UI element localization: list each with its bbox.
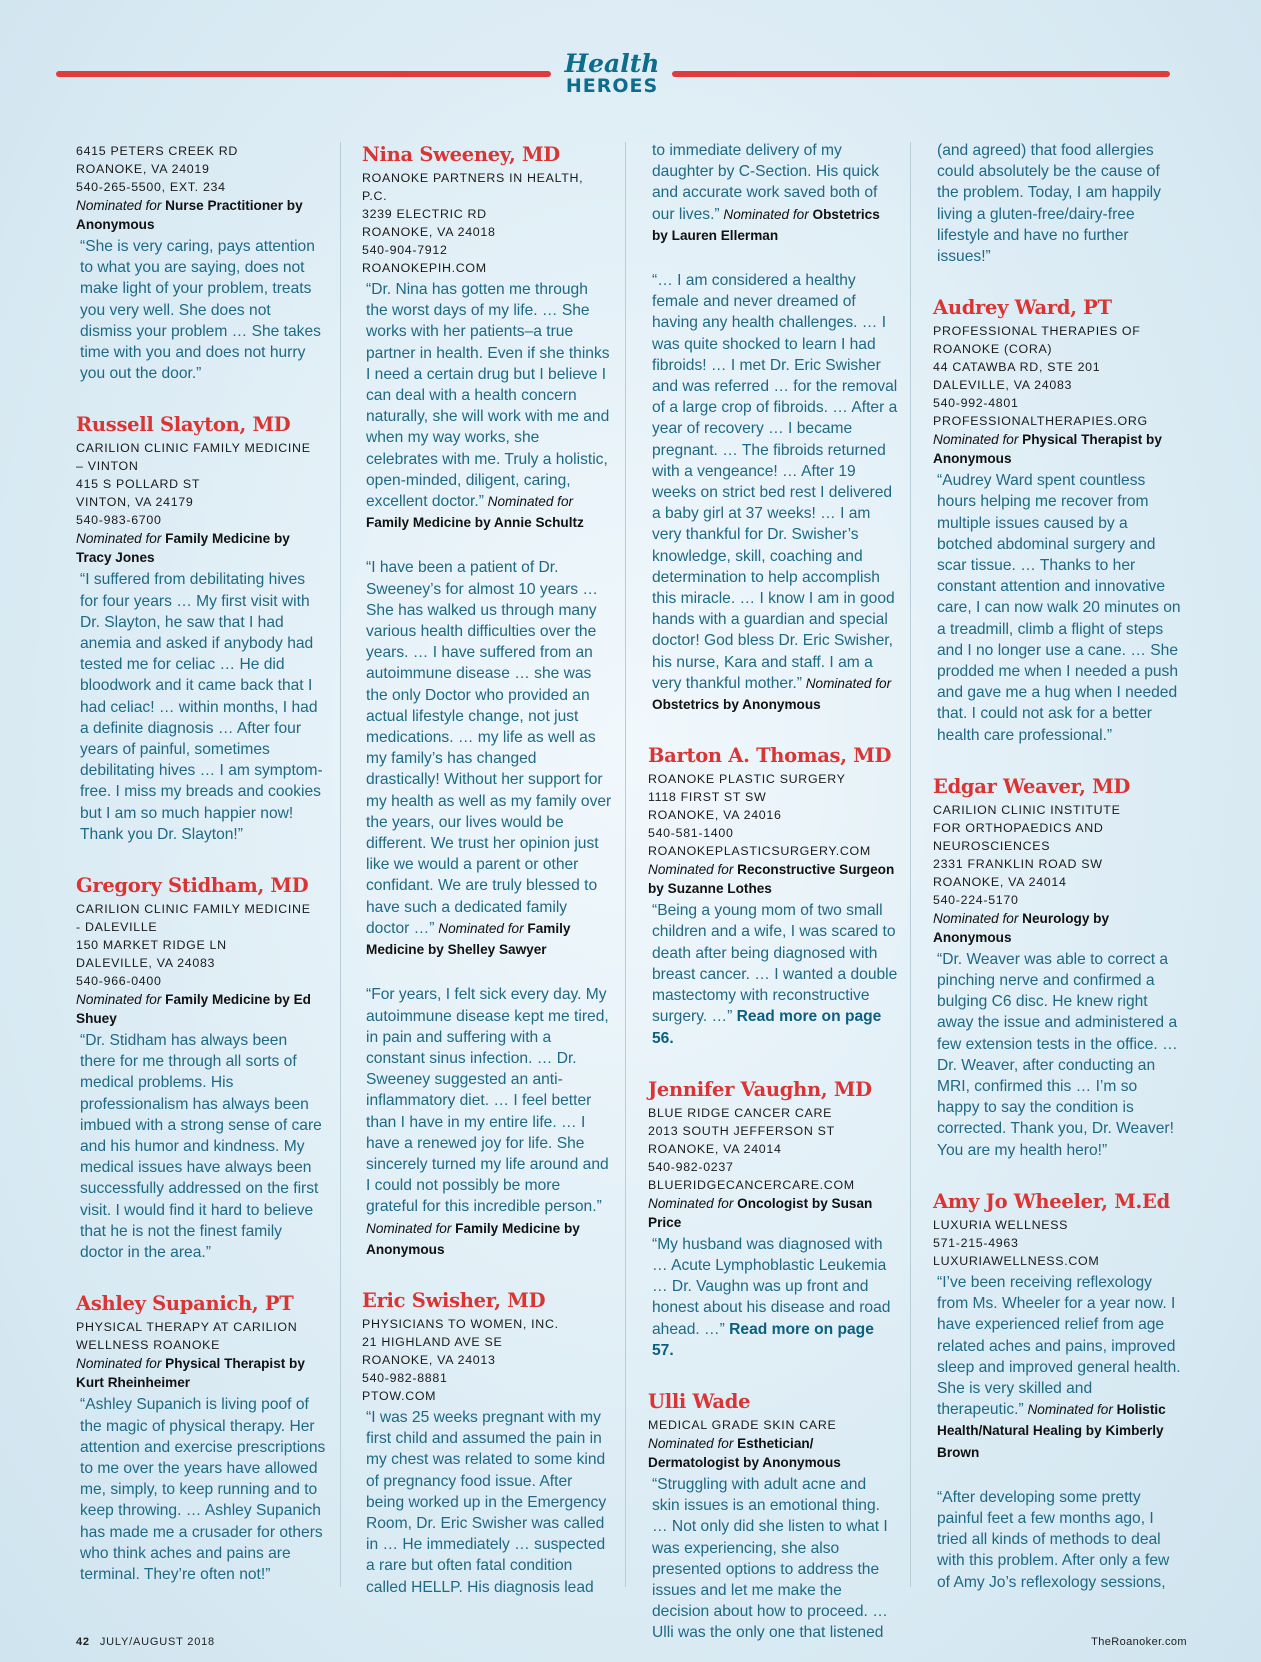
doctor-name: Russell Slayton, MD — [76, 413, 291, 437]
doctor-name: Edgar Weaver, MD — [933, 774, 1131, 798]
issue-date: JULY/AUGUST 2018 — [99, 1636, 215, 1648]
nomination — [648, 860, 898, 898]
nomination — [933, 430, 1183, 468]
address-block — [933, 1216, 1183, 1270]
entry-continued — [76, 142, 326, 384]
address-block — [933, 322, 1183, 430]
health-heroes-logo — [555, 49, 669, 97]
testimonial-quote — [366, 557, 612, 960]
info-line: 3239 ELECTRIC RD — [362, 207, 487, 221]
nomination-category: Reconstructive Surgeon by Suzanne Lothes — [648, 862, 895, 897]
phone-number: 540-904-7912 — [362, 243, 448, 257]
spacer — [933, 1463, 1183, 1485]
entry-eric-swisher-continued — [648, 140, 898, 715]
nomination-category: Neurology by Anonymous — [933, 910, 1110, 945]
testimonial-quote: “After developing some pretty painful feet a few months ago, I tried all kinds of methods to deal with this problem. After only a few of Amy Jo’s reflexology sessions, — [937, 1488, 1170, 1591]
address-block — [648, 1416, 898, 1434]
doctor-name: Eric Swisher, MD — [362, 1288, 546, 1312]
nomination-prefix: Nominated for — [76, 1356, 166, 1372]
doctor-name: Audrey Ward, PT — [933, 296, 1112, 320]
info-line: CARILION CLINIC FAMILY MEDICINE — [76, 902, 311, 917]
entry-edgar-weaver — [933, 774, 1183, 1161]
entry-barton-thomas — [648, 743, 898, 1048]
address-block — [648, 1104, 898, 1194]
nomination-prefix: Nominated for — [366, 1220, 456, 1236]
nomination-prefix: Nominated for — [801, 675, 892, 691]
entry-amy-jo-wheeler — [933, 1189, 1183, 1593]
info-line: - DALEVILLE — [76, 920, 158, 935]
quote-text: “I’ve been receiving reflexology from Ms. Wheeler for a year now. I have experienced relief from age related aches and pains, improved sleep and improved general health. She is very skilled and therapeutic.” — [937, 1273, 1181, 1419]
nomination-prefix: Nominated for — [76, 198, 166, 213]
doctor-name: Barton A. Thomas, MD — [648, 744, 892, 768]
nomination — [76, 990, 326, 1028]
testimonial-quote — [652, 900, 898, 1048]
testimonial-quote: “Dr. Stidham has always been there for me through all sorts of medical problems. His professionalism has always been imbued with a strong sense of care and his humor and kindness. My medical issues have always been successfully addressed on the first visit. I would find it hard to believe that he is not the finest family doctor in the area.” — [80, 1032, 322, 1262]
nomination-prefix: Nominated for — [648, 862, 738, 878]
info-line: ROANOKE, VA 24016 — [648, 808, 782, 823]
testimonial-quote: (and agreed) that food allergies could absolutely be the cause of the problem. Today, I am happily living a gluten-free/dairy-free lifestyle and have no further issues!” — [937, 142, 1161, 266]
info-line: ROANOKE, VA 24019 — [76, 162, 210, 176]
quote-text: “My husband was diagnosed with … Acute Lymphoblastic Leukemia … Dr. Vaughn was up front and honest about his disease and road ahead. …” — [652, 1235, 891, 1338]
site-url: TheRoanoker.com — [1091, 1636, 1187, 1648]
nomination-prefix: Nominated for — [76, 531, 166, 547]
testimonial-quote: “I was 25 weeks pregnant with my first child and assumed the pain in my chest was related to some kind of pregnancy food issue. After being worked up in the Emergency Room, Dr. Eric Swisher was called in … He immediately … suspected a rare but often fatal condition called HELLP. His diagnosis lead — [366, 1408, 607, 1596]
nomination-prefix: Nominated for — [719, 206, 813, 222]
doctor-name: Gregory Stidham, MD — [76, 874, 309, 898]
testimonial-quote: “I suffered from debilitating hives for four years … My first visit with Dr. Slayton, he saw that I had anemia and asked if anybody had tested me for celiac … He did bloodwork and it came back that I had celiac! … within months, I had a definite diagnosis … After four years of painful, sometimes debilitating hives … I am symptom-free. I miss my breads and cookies but I am so much happier now! Thank you Dr. Slayton!” — [80, 571, 323, 843]
info-line: ROANOKE, VA 24014 — [648, 1141, 782, 1156]
info-line: MEDICAL GRADE SKIN CARE — [648, 1417, 837, 1432]
phone-number: 540-982-8881 — [362, 1370, 448, 1385]
info-line: ROANOKE, VA 24013 — [362, 1352, 496, 1367]
nomination-category: Oncologist by Susan Price — [648, 1195, 873, 1230]
entry-eric-swisher — [362, 1288, 612, 1598]
column-divider — [340, 142, 341, 1587]
testimonial-quote: “She is very caring, pays attention to what you are saying, does not make light of your problem, treats you very well. She does not dismiss your problem … She takes time with you and does not hurry you out the door.” — [80, 238, 321, 383]
nomination — [648, 1434, 898, 1472]
info-line: VINTON, VA 24179 — [76, 495, 194, 510]
quote-text: to immediate delivery of my daughter by C-Section. His quick and accurate work saved both of our lives.” — [652, 142, 880, 223]
info-line: ROANOKE PLASTIC SURGERY — [648, 772, 846, 787]
info-line: ROANOKE, VA 24014 — [933, 874, 1067, 889]
entry-russell-slayton — [76, 412, 326, 845]
address-block — [933, 801, 1183, 909]
address-block — [76, 1318, 326, 1354]
info-line: 2331 FRANKLIN ROAD SW — [933, 856, 1103, 871]
website: LUXURIAWELLNESS.COM — [933, 1253, 1100, 1268]
column-1 — [76, 142, 326, 1587]
read-more-link[interactable]: Read more on page 57. — [652, 1320, 874, 1359]
phone-number: 540-982-0237 — [648, 1159, 734, 1174]
info-line: NEUROSCIENCES — [933, 838, 1051, 853]
info-line: 21 HIGHLAND AVE SE — [362, 1334, 503, 1349]
info-line: ROANOKE (CORA) — [933, 342, 1053, 357]
quote-text: “I have been a patient of Dr. Sweeney’s for almost 10 years … She has walked us through many various health difficulties over the years. … I have suffered from an autoimmune disease … she was the only Doctor who provided an actual lifestyle change, not just medications. … my life as well as my family’s has changed drastically! Without her support for my health as well as my family over the years, our lives would be different. We trust her opinion just like we would a parent or other confidant. We are truly blessed to have such a dedicated family doctor …” — [366, 559, 612, 937]
phone-number: 571-215-4963 — [933, 1235, 1019, 1250]
page-number: 42 — [76, 1636, 90, 1648]
nomination-category: Family Medicine by Anonymous — [366, 1220, 580, 1257]
column-4 — [933, 142, 1183, 1591]
entry-nina-sweeney — [362, 142, 612, 1260]
doctor-name: Amy Jo Wheeler, M.Ed — [933, 1189, 1170, 1213]
logo-top-text: Health — [564, 49, 660, 78]
info-line: BLUE RIDGE CANCER CARE — [648, 1105, 833, 1120]
nomination-category: Obstetrics by Anonymous — [652, 697, 821, 713]
nomination — [366, 1221, 580, 1257]
entry-ulli-wade-continued — [933, 140, 1183, 267]
info-line: 150 MARKET RIDGE LN — [76, 938, 227, 953]
testimonial-quote: “Ashley Supanich is living poof of the magic of physical therapy. Her attention and exercise prescriptions to me over the years have allowed me, simply, to keep running and to keep throwing. … Ashley Supanich has made me a crusader for others who think aches and pains are terminal. They’re often not!” — [80, 1396, 326, 1583]
nomination-category: Obstetrics by Lauren Ellerman — [652, 206, 880, 243]
info-line: CARILION CLINIC INSTITUTE — [933, 802, 1121, 817]
website: PROFESSIONALTHERAPIES.ORG — [933, 414, 1148, 429]
nomination-prefix: Nominated for — [648, 1195, 738, 1211]
nomination — [76, 196, 326, 234]
info-line: 415 S POLLARD ST — [76, 477, 201, 492]
nomination-category: Family Medicine by Annie Schultz — [366, 515, 584, 531]
nomination-prefix: Nominated for — [933, 432, 1023, 448]
doctor-name: Jennifer Vaughn, MD — [648, 1077, 872, 1101]
testimonial-quote — [366, 984, 612, 1260]
address-block — [76, 142, 326, 196]
testimonial-quote: “Audrey Ward spent countless hours helping me recover from multiple issues caused by a botched abdominal surgery and scar tissue. … Thanks to her constant attention and innovative care, I can now walk 20 minutes on a treadmill, climb a flight of steps and I no longer use a cane. … She prodded me when I needed a push and gave me a hug when I needed that. I could not ask for a better health care professional.” — [937, 472, 1181, 744]
info-line: PHYSICAL THERAPY AT CARILION — [76, 1320, 298, 1335]
page-footer-left — [76, 1636, 215, 1648]
info-line: DALEVILLE, VA 24083 — [76, 956, 216, 971]
info-line: DALEVILLE, VA 24083 — [933, 378, 1073, 393]
read-more-link[interactable]: Read more on page 56. — [652, 1008, 882, 1047]
info-line: 1118 FIRST ST SW — [648, 790, 767, 805]
info-line: LUXURIA WELLNESS — [933, 1217, 1069, 1232]
nomination — [76, 529, 326, 567]
phone-number: 540-992-4801 — [933, 396, 1019, 411]
nomination-prefix: Nominated for — [434, 920, 528, 936]
info-line: 44 CATAWBA RD, STE 201 — [933, 360, 1101, 375]
phone-number: 540-966-0400 — [76, 974, 162, 989]
entry-ashley-supanich — [76, 1291, 326, 1585]
nomination-category: Esthetician/ Dermatologist by Anonymous — [648, 1435, 841, 1470]
testimonial-quote — [652, 1234, 898, 1361]
testimonial-quote: “Dr. Weaver was able to correct a pinching nerve and confirmed a bulging C6 disc. He knew right away the issue and administered a few extension tests in the office. … Dr. Weaver, after conducting an MRI, confirmed this … I’m so happy to say the condition is corrected. Thank you, Dr. Weaver! You are my health hero!” — [937, 950, 1178, 1159]
info-line: 6415 PETERS CREEK RD — [76, 144, 239, 158]
nomination-category: Nurse Practitioner by Anonymous — [76, 198, 303, 232]
info-line: FOR ORTHOPAEDICS AND — [933, 820, 1104, 835]
info-line: ROANOKE, VA 24018 — [362, 225, 496, 239]
address-block — [76, 439, 326, 529]
address-block — [648, 770, 898, 860]
phone-number: 540-224-5170 — [933, 892, 1019, 907]
address-block — [362, 1315, 612, 1405]
nomination-prefix: Nominated for — [483, 494, 574, 510]
quote-text: “For years, I felt sick every day. My autoimmune disease kept me tired, in pain and suffering with a constant sinus infection. … Dr. Sweeney suggested an anti-inflammatory diet. … I feel better than I have in my entire life. … I have a renewed joy for life. She sincerely turned my life around and I could not possibly be more grateful for this incredible person.” — [366, 986, 609, 1216]
nomination-category: Family Medicine by Tracy Jones — [76, 531, 290, 566]
column-divider — [910, 142, 911, 1587]
testimonial-quote — [652, 270, 898, 715]
info-line: ROANOKE PARTNERS IN HEALTH, P.C. — [362, 171, 584, 203]
phone-number: 540-265-5500, EXT. 234 — [76, 180, 226, 194]
info-line: 2013 SOUTH JEFFERSON ST — [648, 1123, 835, 1138]
testimonial-quote — [937, 1272, 1183, 1463]
nomination-prefix: Nominated for — [648, 1435, 738, 1451]
nomination-prefix: Nominated for — [933, 910, 1023, 926]
testimonial-quote: “Struggling with adult acne and skin issues is an emotional thing. … Not only did she listen to what I was experiencing, she also presented options to address the issues and let me make the decision about how to proceed. … Ulli was the only one that listened — [652, 1475, 888, 1642]
nomination-category: Physical Therapist by Anonymous — [933, 432, 1162, 467]
phone-number: 540-581-1400 — [648, 826, 734, 841]
info-line: PROFESSIONAL THERAPIES OF — [933, 324, 1141, 339]
header-rule-left — [56, 71, 551, 77]
header-rule-right — [672, 71, 1170, 77]
info-line: PHYSICIANS TO WOMEN, INC. — [362, 1316, 559, 1331]
website: ROANOKEPIH.COM — [362, 261, 487, 275]
nomination-category: Holistic Health/Natural Healing by Kimberly Brown — [937, 1402, 1166, 1460]
nomination-category: Family Medicine by Ed Shuey — [76, 992, 311, 1027]
doctor-name: Nina Sweeney, MD — [362, 143, 560, 166]
entry-gregory-stidham — [76, 873, 326, 1263]
doctor-name: Ashley Supanich, PT — [76, 1292, 294, 1316]
logo-bottom-text: HEROES — [565, 75, 659, 97]
info-line: WELLNESS ROANOKE — [76, 1338, 221, 1353]
page-header — [0, 0, 1261, 110]
entry-audrey-ward — [933, 295, 1183, 746]
website: PTOW.COM — [362, 1388, 437, 1403]
quote-text: “Dr. Nina has gotten me through the worst days of my life. … She works with her patients–a true partner in health. Even if she thinks I need a certain drug but I believe I can deal with a health concern naturally, she will work with me and when my way works, she celebrates with me. Truly a holistic, open-minded, diligent, caring, excellent doctor.” — [366, 281, 610, 511]
info-line: CARILION CLINIC FAMILY MEDICINE — [76, 441, 311, 456]
address-block — [362, 169, 612, 277]
website: BLUERIDGECANCERCARE.COM — [648, 1177, 855, 1192]
column-3 — [648, 142, 898, 1642]
testimonial-quote — [652, 140, 898, 246]
nomination — [933, 909, 1183, 947]
nomination-prefix: Nominated for — [1023, 1402, 1117, 1418]
testimonial-quote — [366, 279, 612, 533]
quote-text: “… I am considered a healthy female and never dreamed of having any health challenges. … I was quite shocked to learn I had fibroids! … I met Dr. Eric Swisher and was referred … for the removal of a large crop of fibroids. … After a year of recovery … I became pregnant. … The fibroids returned with a vengeance! … After 19 weeks on strict bed rest I delivered a baby girl at 37 weeks! … I am very thankful for Dr. Swisher’s knowledge, skill, coaching and determination to help accomplish this miracle. … I know I am in good hands with a guardian and special doctor! God bless Dr. Eric Swisher, his nurse, Kara and staff. I am a very thankful mother.” — [652, 272, 898, 692]
nomination — [76, 1354, 326, 1392]
phone-number: 540-983-6700 — [76, 513, 162, 528]
info-line: – VINTON — [76, 459, 139, 474]
nomination-category: Physical Therapist by Kurt Rheinheimer — [76, 1356, 305, 1391]
spacer — [648, 246, 898, 268]
nomination — [648, 1194, 898, 1232]
column-divider — [625, 142, 626, 1587]
spacer — [362, 960, 612, 982]
nomination-prefix: Nominated for — [76, 992, 166, 1008]
doctor-name: Ulli Wade — [648, 1389, 751, 1413]
nomination-category: Family Medicine by Shelley Sawyer — [366, 920, 571, 958]
spacer — [362, 533, 612, 555]
column-2 — [362, 142, 612, 1596]
address-block — [76, 900, 326, 990]
website: ROANOKEPLASTICSURGERY.COM — [648, 844, 871, 859]
quote-text: “Being a young mom of two small children and a wife, I was scared to death after being diagnosed with breast cancer. … I wanted a double mastectomy with reconstructive surgery. …” — [652, 902, 898, 1026]
entry-ulli-wade — [648, 1389, 898, 1644]
entry-jennifer-vaughn — [648, 1077, 898, 1361]
